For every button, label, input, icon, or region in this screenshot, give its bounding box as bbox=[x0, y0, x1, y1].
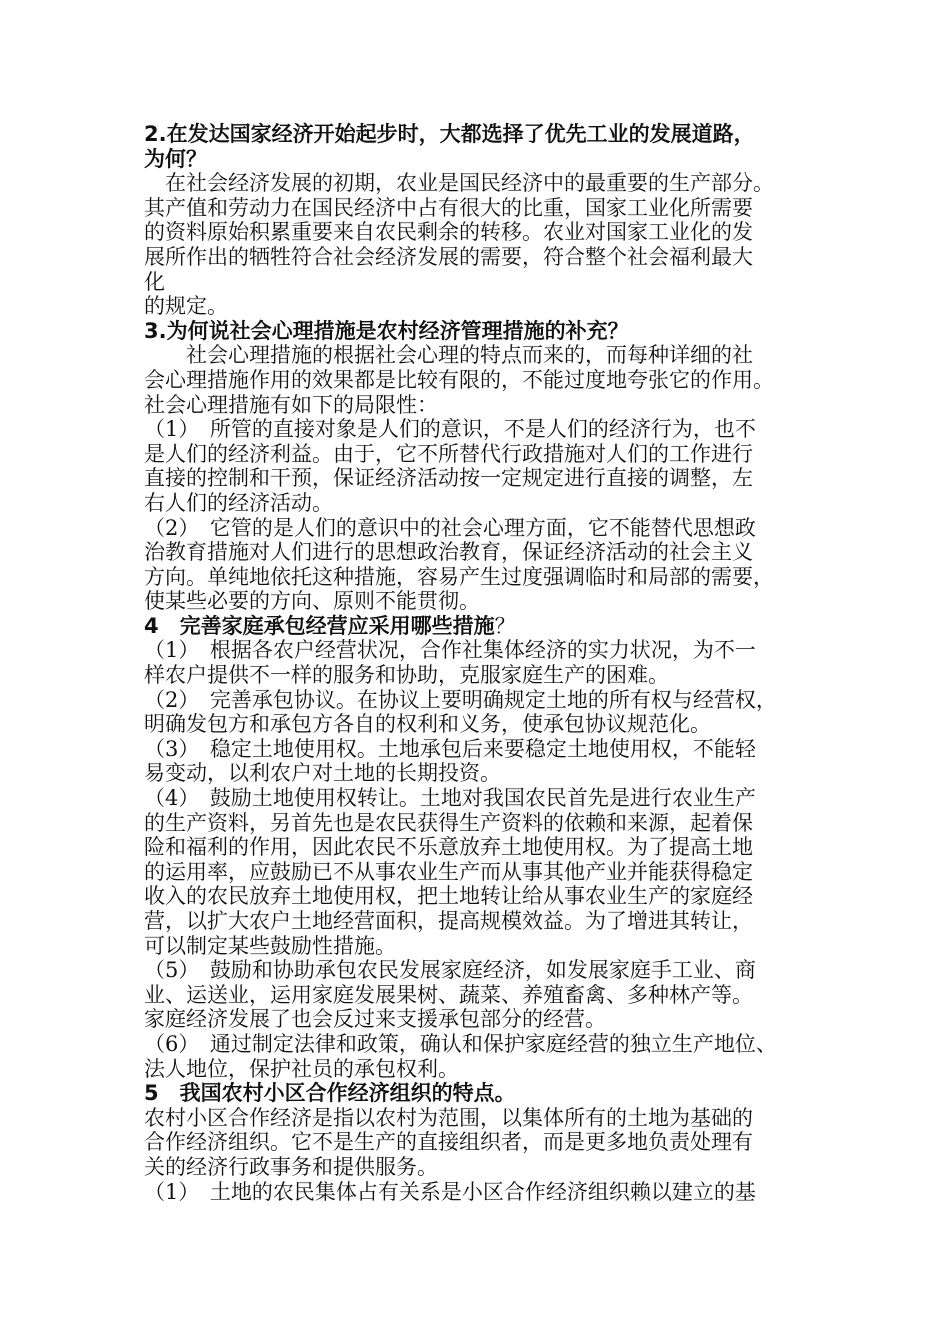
text-line: 明确发包方和承包方各自的权利和义务，使承包协议规范化。 bbox=[144, 712, 711, 737]
text-line: （1） 土地的农民集体占有关系是小区合作经济组织赖以建立的基 bbox=[144, 1179, 756, 1204]
text-line: 的生产资料，另首先也是农民获得生产资料的依赖和来源，起着保 bbox=[144, 810, 753, 835]
list-item bbox=[144, 737, 816, 786]
text-line: （1） 所管的直接对象是人们的意识，不是人们的经济行为，也不 bbox=[144, 417, 756, 442]
text-line: 易变动，以利农户对土地的长期投资。 bbox=[144, 761, 501, 786]
text-line: （5） 鼓励和协助承包农民发展家庭经济，如发展家庭手工业、商 bbox=[144, 958, 756, 983]
text-line: （1） 根据各农户经营状况，合作社集体经济的实力状况，为不一 bbox=[144, 638, 756, 663]
body-paragraph bbox=[144, 343, 816, 417]
text-line: 农村小区合作经济是指以农村为范围，以集体所有的土地为基础的 bbox=[144, 1105, 753, 1130]
heading-line: 2.在发达国家经济开始起步时，大都选择了优先工业的发展道路， bbox=[144, 122, 755, 146]
text-line: 右人们的经济活动。 bbox=[144, 490, 333, 515]
text-line: 是人们的经济利益。由于，它不所替代行政措施对人们的工作进行 bbox=[144, 441, 753, 466]
text-line: 家庭经济发展了也会反过来支援承包部分的经营。 bbox=[144, 1007, 606, 1032]
text-line: 的规定。 bbox=[144, 294, 228, 319]
text-line: 会心理措施作用的效果都是比较有限的，不能过度地夸张它的作用。 bbox=[144, 367, 774, 392]
list-item bbox=[144, 638, 816, 687]
text-line: 可以制定某些鼓励性措施。 bbox=[144, 933, 396, 958]
list-item bbox=[144, 417, 816, 515]
text-line: （4） 鼓励土地使用权转让。土地对我国农民首先是进行农业生产 bbox=[144, 786, 756, 811]
list-item bbox=[144, 958, 816, 1032]
text-line: （2） 完善承包协议。在协议上要明确规定土地的所有权与经营权， bbox=[144, 687, 777, 712]
text-line: 社会心理措施的根据社会心理的特点而来的，而每种详细的社 bbox=[186, 343, 753, 368]
section-heading bbox=[144, 319, 816, 344]
section-heading bbox=[144, 614, 816, 639]
text-line: 的资料原始积累重要来自农民剩余的转移。农业对国家工业化的发 bbox=[144, 220, 753, 245]
text-line: 合作经济组织。它不是生产的直接组织者，而是更多地负责处理有 bbox=[144, 1130, 753, 1155]
text-line: 直接的控制和干预，保证经济活动按一定规定进行直接的调整，左 bbox=[144, 466, 753, 491]
text-line: 其产值和劳动力在国民经济中占有很大的比重，国家工业化所需要 bbox=[144, 195, 753, 220]
text-line: 治教育措施对人们进行的思想政治教育，保证经济活动的社会主义 bbox=[144, 540, 753, 565]
list-item bbox=[144, 516, 816, 614]
text-line: 收入的农民放弃土地使用权，把土地转让给从事农业生产的家庭经 bbox=[144, 884, 753, 909]
text-line: 营，以扩大农户土地经营面积，提高规模效益。为了增进其转让， bbox=[144, 909, 753, 933]
text-line: 样农户提供不一样的服务和协助，克服家庭生产的困难。 bbox=[144, 663, 669, 688]
heading-line: 5 我国农村小区合作经济组织的特点。 bbox=[144, 1081, 516, 1106]
document-page bbox=[144, 122, 816, 1204]
body-paragraph bbox=[144, 1106, 816, 1180]
text-line: 展所作出的牺牲符合社会经济发展的需要，符合整个社会福利最大 bbox=[144, 244, 753, 269]
text-line: （3） 稳定土地使用权。土地承包后来要稳定土地使用权，不能轻 bbox=[144, 736, 756, 761]
text-line: 法人地位，保护社员的承包权利。 bbox=[144, 1056, 459, 1081]
body-paragraph bbox=[144, 171, 816, 319]
text-line: 化 bbox=[144, 269, 165, 294]
list-item bbox=[144, 1032, 816, 1081]
text-line: 关的经济行政事务和提供服务。 bbox=[144, 1154, 438, 1179]
list-item bbox=[144, 786, 816, 958]
text-line: 使某些必要的方向、原则不能贯彻。 bbox=[144, 589, 480, 614]
text-line: （2） 它管的是人们的意识中的社会心理方面，它不能替代思想政 bbox=[144, 515, 756, 540]
text-line: 方向。单纯地依托这种措施，容易产生过度强调临时和局部的需要， bbox=[144, 564, 774, 589]
heading-question-mark: ？ bbox=[494, 613, 516, 638]
list-item bbox=[144, 688, 816, 737]
text-line: 险和福利的作用，因此农民不乐意放弃土地使用权。为了提高土地 bbox=[144, 835, 753, 860]
text-line: （6） 通过制定法律和政策，确认和保护家庭经营的独立生产地位、 bbox=[144, 1031, 777, 1056]
text-line: 在社会经济发展的初期，农业是国民经济中的最重要的生产部分。 bbox=[165, 171, 774, 196]
heading-line: 3.为何说社会心理措施是农村经济管理措施的补充？ bbox=[144, 318, 629, 343]
text-line: 的运用率，应鼓励已不从事农业生产而从事其他产业并能获得稳定 bbox=[144, 859, 753, 884]
section-heading bbox=[144, 122, 816, 171]
section-heading bbox=[144, 1081, 816, 1106]
text-line: 业、运送业，运用家庭发展果树、蔬菜、养殖畜禽、多种林产等。 bbox=[144, 982, 753, 1007]
text-line: 社会心理措施有如下的局限性： bbox=[144, 392, 438, 417]
heading-line: 为何？ bbox=[144, 146, 207, 171]
heading-text: 4 完善家庭承包经营应采用哪些措施 bbox=[144, 613, 495, 638]
list-item bbox=[144, 1180, 816, 1205]
